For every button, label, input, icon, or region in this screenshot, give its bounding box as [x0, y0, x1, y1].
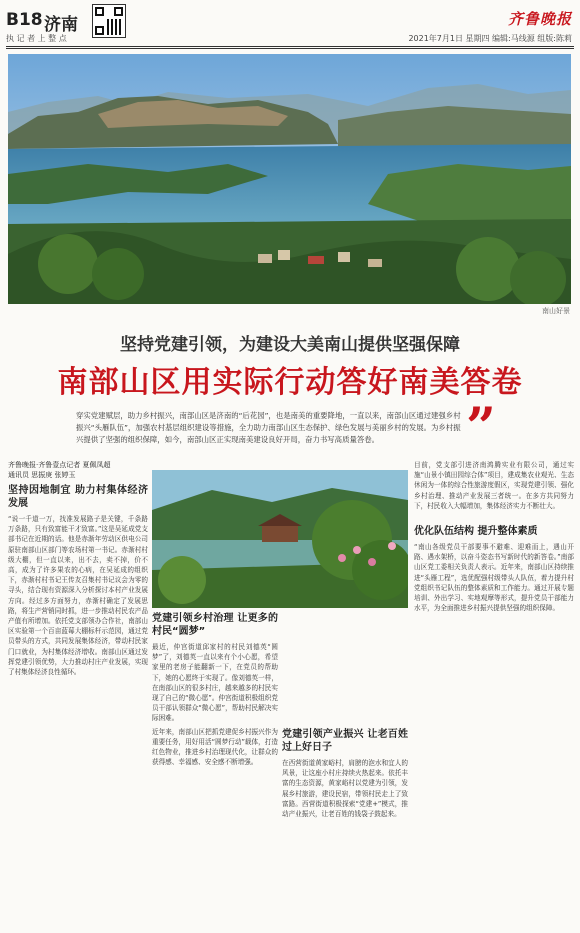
column-1 [8, 484, 148, 924]
byline-reporters: 齐鲁晚报·齐鲁壹点记者 夏佩凤超 [8, 461, 111, 469]
newspaper-logo: 齐鲁晚报 [507, 10, 572, 28]
qr-code-icon [92, 4, 126, 38]
photo-credit: 南山好景 [542, 307, 570, 315]
article-text: 目前，党支部引进济南鸿腾实业有限公司，通过实施“山景小镇田园综合体”项目，建成集农业观光、生态休闲为一体的综合性旅游度假区，实现党建引领、强化乡村治理、推动产业发展三者统一。在多方共同努力下，村民收入大幅增加，集体经济实力不断壮大。 [414, 461, 574, 510]
byline [8, 460, 148, 480]
column-4 [414, 460, 574, 928]
section-heading: 坚持因地制宜 助力村集体经济发展 [8, 485, 148, 509]
staff-credits: 执 记 者 上 整 点 [6, 34, 67, 43]
page-number: B18 [6, 10, 43, 30]
section-heading: 优化队伍结构 提升整体素质 [414, 526, 538, 538]
quote-mark-icon: ” [466, 397, 496, 458]
divider [6, 46, 574, 47]
section-title: 济南 [44, 15, 78, 35]
article-text: “说一千道一万，找准发展路子是关键，千条路万条路，只有致富能干才致富。”这是吴延成党支部书记在近期的话。他是赤渐年劳动区供电公司原驻南部山区部门等农场村第一书记。赤渐村村级大棚，但一直以来，出不去，卖不掉，价不高，成为了许多果农的心病，在吴延成的组织下，赤渐村村书记王传友召集村书记议会为零的寻头，结合现有资源深入分析探讨本村产业发展方向。经过多方面努力，赤渐村确定了发展思路，将生产营销同时抓，进一步推动村民农产品产值有所增加。依托党支部领办合作社，南部山区实验第一个百亩蓝莓大棚标杆示范园，通过党员带头的方式，共同发展集体经济，带动村民家门口就业，为村集体经济增收。南部山区通过发挥党建引领优势，大力推动村庄产业发展，实现了村集体经济良性循环。 [8, 515, 148, 677]
divider [6, 48, 574, 49]
main-headline: 南部山区用实际行动答好南美答卷 [57, 365, 523, 400]
hero-photo [8, 54, 571, 304]
article-text: “南山各级党员干部要事不避难、迎难而上，遇山开路、遇水架桥，以奋斗姿态书写新时代的新答卷。”南部山区党工委相关负责人表示。近年来，南部山区持续推进“头雁工程”，选优配强村级带头人队伍，着力提升村党组织书记队伍的整体素质和工作能力。通过开展专题培训、外出学习、实地观摩等形式，提升党员干部能力水平，为全面推进乡村振兴提供坚强的组织保障。 [414, 543, 574, 613]
sub-headline: 坚持党建引领，为建设大美南山提供坚强保障 [120, 335, 460, 355]
column-2 [152, 612, 278, 927]
section-heading: 党建引领产业振兴 让老百姓过上好日子 [282, 729, 408, 753]
lead-paragraph: 穿实党建赋层，助力乡村振兴，南部山区是济南的“后花园”，也是南美的重要降地，一直以来，南部山区通过建强乡村振兴“头雁队伍”，加强农村基层组织建设等措施，全力助力南部山区生态保护、绿色发展与美丽乡村的发展。为乡村振兴提供了坚强的组织保障，如今，南部山区正实现南美建设良好开局，奋力书写高质量答卷。 [76, 411, 461, 444]
column-3 [282, 612, 408, 927]
article-text: 在西营街道黄家峪村，肩膀的泡水和宜人的风景，让这座小村庄持续火热起来。依托丰富的生态资源，黄家峪村以党建为引领，发展乡村旅游，建设民宿，带领村民走上了致富路。西营街道积极探索“党建+”模式，推动产业振兴，让老百姓的钱袋子鼓起来。 [282, 759, 408, 819]
article-text: 最近，仲宫街道邱家村的村民刘德英“圆梦”了，刘德英一直以来有个小心愿，希望家里的老房子能翻新一下，在党员的帮助下，她的心愿终于实现了。像刘德英一样，在南部山区的很多村庄，越来越多的村民实现了自己的“微心愿”。仲宫街道积极组织党员干部认领群众“微心愿”，帮助村民解决实际困难。 [152, 643, 278, 723]
garden-photo [152, 470, 408, 608]
byline-correspondents: 通讯员 思振庚 张婷玉 [8, 471, 76, 479]
article-text: 近年来，南部山区把抓党建促乡村振兴作为重要任务，用好用活“圆梦行动”载体，打造红色物业，推进乡村治理现代化，让群众的获得感、幸福感、安全感不断增强。 [152, 727, 278, 767]
section-heading: 党建引领乡村治理 让更多的村民“圆梦” [152, 613, 278, 637]
issue-info: 2021年7月1日 星期四 编辑:马线源 组版:陈莉 [408, 34, 572, 43]
